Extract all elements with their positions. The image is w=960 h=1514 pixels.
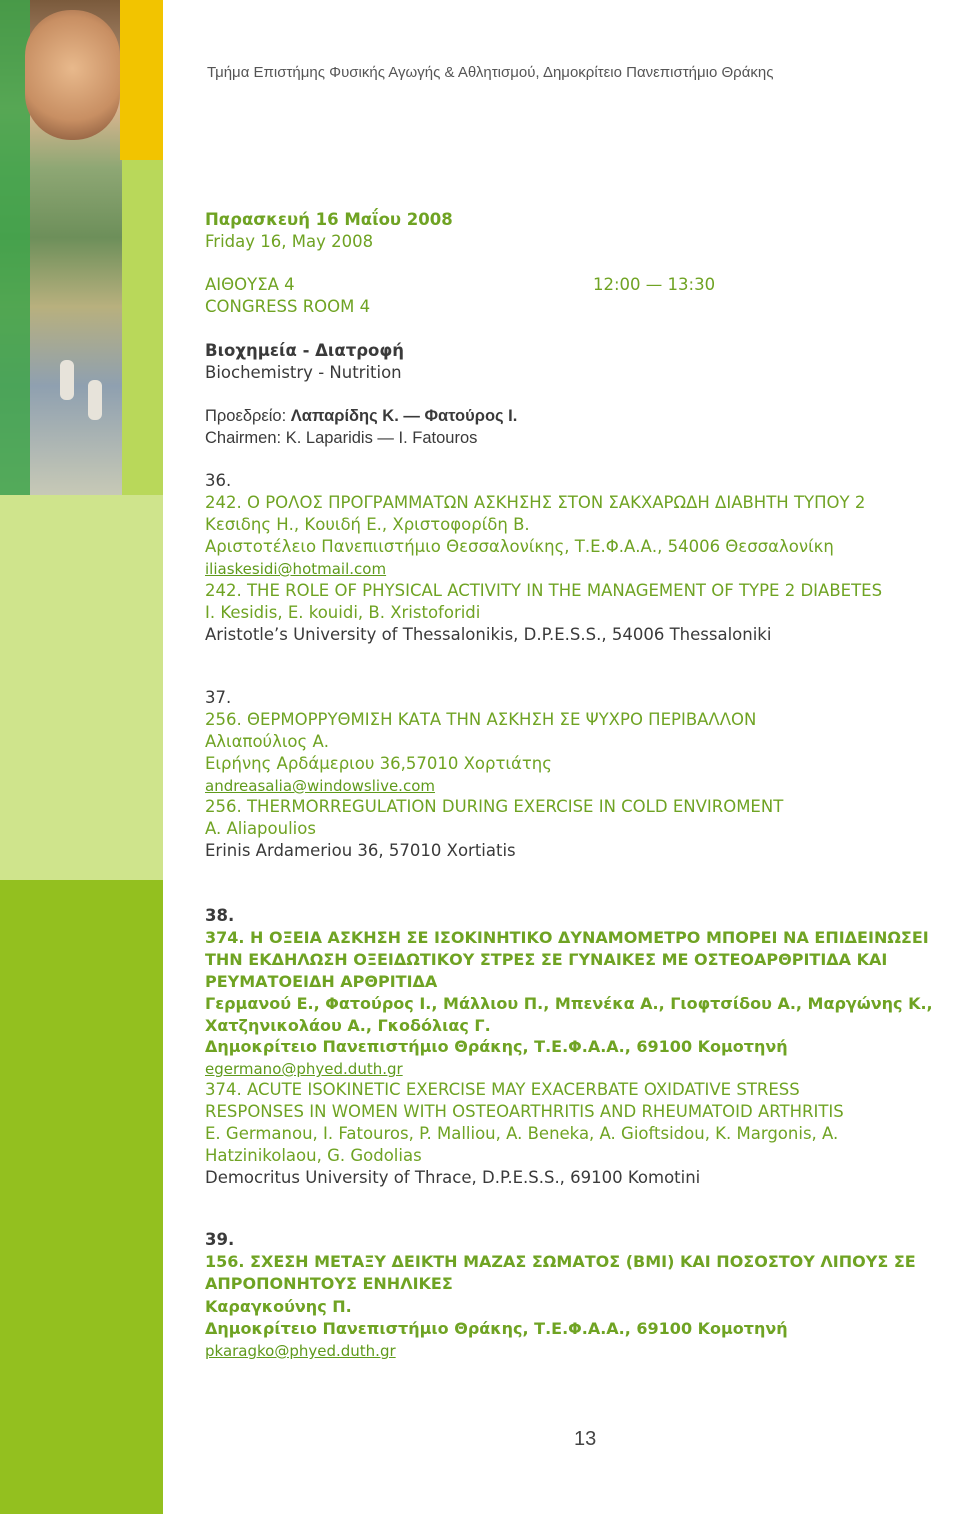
entry-authors-en: E. Germanou, I. Fatouros, P. Malliou, A. Beneka, A. Gioftsidou, K. Margonis, A. (205, 1124, 839, 1143)
entry-affiliation-gr: Δημοκρίτειο Πανεπιστήμιο Θράκης, Τ.Ε.Φ.Α.Α., 69100 Κομοτηνή (205, 1037, 788, 1056)
entry-authors-en: Hatzinikolaou, G. Godolias (205, 1146, 422, 1165)
session-date-en: Friday 16, May 2008 (205, 232, 374, 251)
entry-authors-gr: Καραγκούνης Π. (205, 1297, 352, 1316)
session-date-gr: Παρασκευή 16 Μαΐου 2008 (205, 210, 453, 229)
chairs-gr-label: Προεδρείο: (205, 407, 287, 425)
entry-title-gr: 256. ΘΕΡΜΟΡΡΥΘΜΙΣΗ ΚΑΤΑ ΤΗΝ ΑΣΚΗΣΗ ΣΕ ΨΥΧΡΟ ΠΕΡΙΒΑΛΛΟΝ (205, 710, 757, 729)
entry-title-en: 256. THERMORREGULATION DURING EXERCISE IN COLD ENVIROMENT (205, 797, 784, 816)
entry-title-gr: 156. ΣΧΕΣΗ ΜΕΤΑΞΥ ΔΕΙΚΤΗ ΜΑΖΑΣ ΣΩΜΑΤΟΣ (ΒΜΙ) ΚΑΙ ΠΟΣΟΣΤΟΥ ΛΙΠΟΥΣ ΣΕ (205, 1252, 916, 1271)
photo-child-face (25, 10, 120, 140)
entry-affiliation-gr: Δημοκρίτειο Πανεπιστήμιο Θράκης, Τ.Ε.Φ.Α.Α., 69100 Κομοτηνή (205, 1319, 788, 1338)
entry-title-gr: ΤΗΝ ΕΚΔΗΛΩΣΗ ΟΞΕΙΔΩΤΙΚΟΥ ΣΤΡΕΣ ΣΕ ΓΥΝΑΙΚΕΣ ΜΕ ΟΣΤΕΟΑΡΘΡΙΤΙΔΑ ΚΑΙ (205, 950, 888, 969)
entry-authors-gr: Αλιαπούλιος Α. (205, 732, 329, 751)
session-room-gr: ΑΙΘΟΥΣΑ 4 (205, 275, 295, 294)
entry-title-gr: 242. Ο ΡΟΛΟΣ ΠΡΟΓΡΑΜΜΑΤΩΝ ΑΣΚΗΣΗΣ ΣΤΟΝ ΣΑΚΧΑΡΩΔΗ ΔΙΑΒΗΤΗ ΤΥΠΟΥ 2 (205, 493, 866, 512)
entry-affiliation-gr: Αριστοτέλειο Πανεπιιστήμιο Θεσσαλονίκης, Τ.Ε.Φ.Α.Α., 54006 Θεσσαλονίκη (205, 537, 834, 556)
entry-email-link[interactable]: pkaragko@phyed.duth.gr (205, 1342, 396, 1360)
entry-title-gr: ΡΕΥΜΑΤΟΕΙΔΗ ΑΡΘΡΙΤΙΔΑ (205, 972, 438, 991)
entry-number: 39. (205, 1230, 235, 1249)
entry-authors-en: I. Kesidis, E. kouidi, B. Xristoforidi (205, 603, 481, 622)
entry-affiliation-gr: Ειρήνης Αρδάμεριου 36,57010 Χορτιάτης (205, 754, 552, 773)
entry-email-link[interactable]: andreasalia@windowslive.com (205, 777, 435, 795)
chairs-en-names: K. Laparidis — I. Fatouros (285, 429, 478, 447)
page-header: Τμήμα Επιστήμης Φυσικής Αγωγής & Αθλητισμού, Δημοκρίτειο Πανεπιστήμιο Θράκης (207, 64, 774, 81)
entry-affiliation-en: Aristotle’s University of Thessalonikis, D.P.E.S.S., 54006 Thessaloniki (205, 625, 772, 644)
chairs-en-label: Chairmen: (205, 429, 282, 447)
entry-authors-gr: Γερμανού Ε., Φατούρος Ι., Μάλλιου Π., Μπενέκα Α., Γιοφτσίδου Α., Μαργώνης Κ., (205, 994, 933, 1013)
banner-light-green-block (0, 495, 163, 880)
entry-email-link[interactable]: iliaskesidi@hotmail.com (205, 560, 387, 578)
page-number: 13 (574, 1428, 597, 1450)
session-time: 12:00 — 13:30 (593, 275, 716, 294)
banner-yellow-block (120, 0, 163, 160)
left-decorative-banner (0, 0, 163, 1514)
entry-title-en: 242. THE ROLE OF PHYSICAL ACTIVITY IN THE MANAGEMENT OF TYPE 2 DIABETES (205, 581, 883, 600)
entry-title-gr: ΑΠΡΟΠΟΝΗΤΟΥΣ ΕΝΗΛΙΚΕΣ (205, 1274, 453, 1293)
entry-number: 36. (205, 471, 232, 490)
session-room-en: CONGRESS ROOM 4 (205, 297, 371, 316)
entry-affiliation-en: Erinis Ardameriou 36, 57010 Xortiatis (205, 841, 516, 860)
entry-authors-gr: Χατζηνικολάου Α., Γκοδόλιας Γ. (205, 1016, 491, 1035)
entry-title-en: 374. ACUTE ISOKINETIC EXERCISE MAY EXACERBATE OXIDATIVE STRESS (205, 1080, 800, 1099)
chairs-en (205, 427, 477, 449)
entry-authors-gr: Κεσιδης Η., Κουιδή Ε., Χριστοφορίδη Β. (205, 515, 530, 534)
entry-email-link[interactable]: egermano@phyed.duth.gr (205, 1060, 403, 1078)
entry-affiliation-en: Democritus University of Thrace, D.P.E.S.S., 69100 Komotini (205, 1168, 701, 1187)
banner-dark-green-block (0, 880, 163, 1514)
banner-green-block (0, 160, 163, 495)
entry-authors-en: A. Aliapoulios (205, 819, 316, 838)
entry-title-en: RESPONSES IN WOMEN WITH OSTEOARTHRITIS AND RHEUMATOID ARTHRITIS (205, 1102, 844, 1121)
entry-number: 37. (205, 688, 232, 707)
session-topic-gr: Βιοχημεία - Διατροφή (205, 341, 405, 360)
entry-title-gr: 374. Η ΟΞΕΙΑ ΑΣΚΗΣΗ ΣΕ ΙΣΟΚΙΝΗΤΙΚΟ ΔΥΝΑΜΟΜΕΤΡΟ ΜΠΟΡΕΙ ΝΑ ΕΠΙΔΕΙΝΩΣΕΙ (205, 928, 929, 947)
chairs-gr-names: Λαπαρίδης Κ. — Φατούρος Ι. (290, 407, 518, 425)
chairs-gr (205, 405, 517, 427)
entry-number: 38. (205, 906, 235, 925)
session-topic-en: Biochemistry - Nutrition (205, 363, 402, 382)
